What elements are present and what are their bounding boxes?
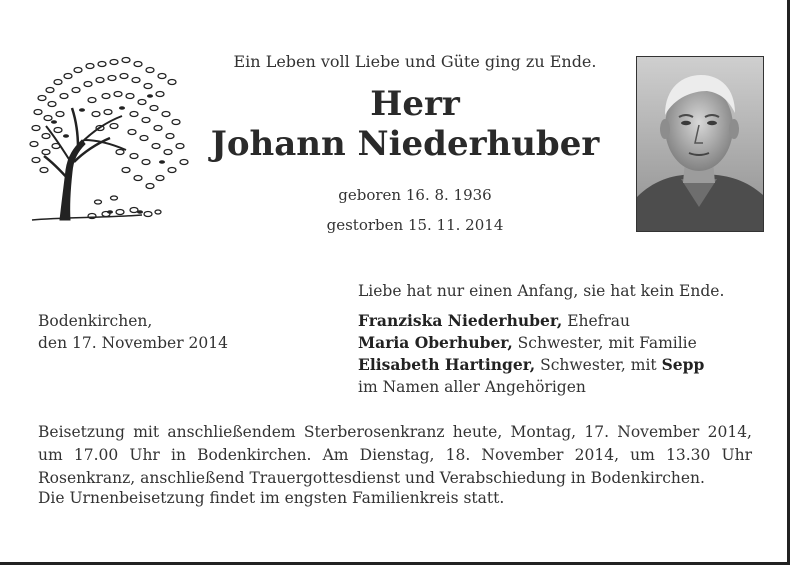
mourner-item [358,310,704,332]
funeral-details: Beisetzung mit anschließendem Sterberosenkranz heute, Montag, 17. November 2014, um 17.00 Uhr in Bodenkirchen. Am Dienstag, 18. November 2014, um 13.30 Uhr Rosenkranz, anschließend Trauergottesdienst und Verabschiedung in Bodenkirchen. [38,423,752,487]
mourner-item: im Namen aller Angehörigen [358,378,586,396]
mourner-item [358,332,704,354]
date-line: den 17. November 2014 [38,334,228,352]
mourner-relation: Schwester, mit [535,356,662,374]
memorial-quote: Liebe hat nur einen Anfang, sie hat kein Ende. [358,282,725,300]
mourner-relation: Schwester, mit Familie [512,334,697,352]
motto-text: Ein Leben voll Liebe und Güte ging zu Ende. [233,52,597,71]
mourner-extra-name: Sepp [661,355,705,374]
mourners-list [358,310,704,398]
portrait-photo-elderly-man [637,57,763,231]
urn-burial-note: Die Urnenbeisetzung findet im engsten Familienkreis statt. [38,489,505,507]
portrait-photo [636,56,764,232]
place-date [38,310,228,354]
honorific-title: Herr [370,84,460,124]
mourner-item [358,354,704,376]
mourner-name: Maria Oberhuber, [358,333,513,352]
birth-date: geboren 16. 8. 1936 [338,186,492,204]
mourner-name: Elisabeth Hartinger, [358,355,536,374]
death-date: gestorben 15. 11. 2014 [326,216,504,234]
deceased-name: Johann Niederhuber [210,124,600,164]
tree-with-falling-leaves-icon [22,52,192,224]
place-line: Bodenkirchen, [38,312,153,330]
mourner-name: Franziska Niederhuber, [358,311,563,330]
mourner-relation: Ehefrau [562,312,631,330]
